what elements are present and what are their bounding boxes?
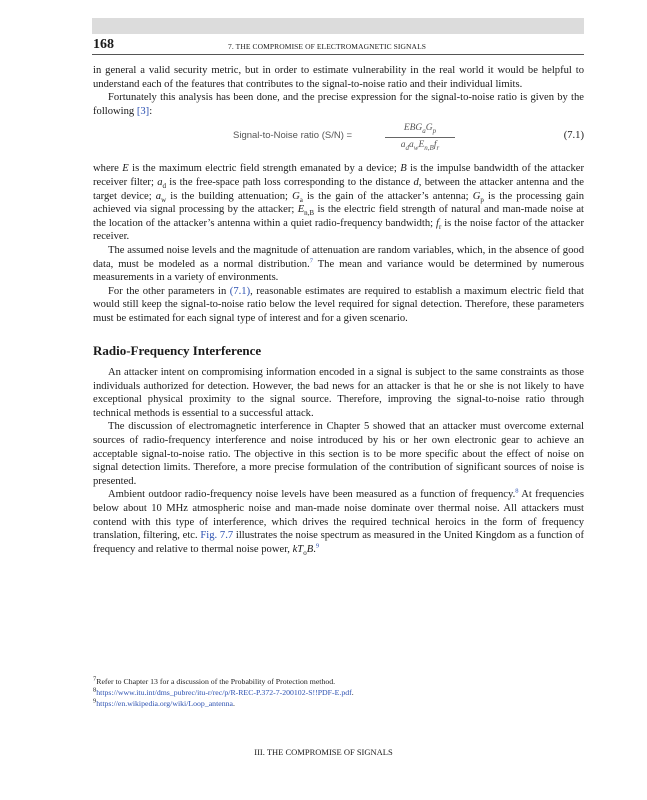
paragraph-3: where E is the maximum electric field strength emanated by a device; B is the impulse bandwidth of the attacker receiver filter; $a_d$ is the free-space path loss corresponding to the distance d, between the attacker antenna and the target device; $a_w$ is the building attenuation; $G_a$ is the gain of the attacker’s antenna; $G_p$ is the processing gain achieved via signal processing by the attacker; $E_{n,B}$ is the electric field strength of natural and man-made noise at the location of the attacker’s antenna within a quiet radio-frequency bandwidth; $f_r$ is the noise factor of the attacker receiver. <box>93 163 585 243</box>
footnote-link-wikipedia[interactable]: https://en.wikipedia.org/wiki/Loop_antenna <box>96 699 233 708</box>
top-bar <box>92 18 584 34</box>
citation-link-3[interactable]: [3] <box>136 105 150 117</box>
equation-denominator: $a_da_wE_{n,B}f_r$ <box>400 139 440 152</box>
header-rule <box>92 54 584 55</box>
paragraph-1: in general a valid security metric, but in order to estimate vulnerability in the real world it would be helpful to understand each of the features that contributes to the signal-to-noise ratio and their individual limits. <box>93 65 584 90</box>
section-heading: Radio-Frequency Interference <box>93 342 262 358</box>
footnote-ref-7[interactable]: 7 <box>309 257 313 264</box>
running-head: 7. THE COMPROMISE OF ELECTROMAGNETIC SIGNALS <box>228 42 427 51</box>
equation-7-1 <box>93 122 584 152</box>
paragraph-7: The discussion of electromagnetic interference in Chapter 5 showed that an attacker must overcome external sources of radio-frequency interference and noise introduced by his or her own electronic gear to achieve an acceptable signal-to-noise ratio. The objective in this section is to be more specific about the effect of noise on signal detection limits. Therefore, a more precise formulation of the contribution of significant sources of noise is presented. <box>93 421 584 487</box>
footnote-ref-8[interactable]: 8 <box>515 487 519 495</box>
page-footer: III. THE COMPROMISE OF SIGNALS <box>254 747 393 757</box>
footnotes <box>93 676 584 709</box>
footnote-8: $^8$https://www.itu.int/dms_pubrec/itu-r/rec/p/R-REC-P.372-7-200102-S!!PDF-E.pdf. <box>93 686 354 697</box>
footnote-9: $^9$https://en.wikipedia.org/wiki/Loop_antenna. <box>93 697 235 708</box>
body-text <box>93 64 584 556</box>
paragraph-5: For the other parameters in (7.1), reasonable estimates are required to establish a maximum electric field that would still keep the signal-to-noise ratio below the level required for signal detection. Therefore, these parameters must be estimated for each signal type of interest and for a given scenario. <box>93 285 584 324</box>
footnote-ref-9[interactable]: 9 <box>315 542 320 550</box>
equation-numerator: $EBG_aG_p$ <box>385 122 455 138</box>
equation-ref-link[interactable]: (7.1) <box>229 285 251 297</box>
equation-fraction <box>385 122 455 152</box>
paragraph-8: Ambient outdoor radio-frequency noise levels have been measured as a function of frequency.$^8$ At frequencies below about 10 MHz atmospheric noise and man-made noise dominate over thermal noise. All attackers must contend with this type of interference, which drives the required technical heroics in the form of frequency translation, filtering, etc. Fig. 7.7 illustrates the noise spectrum as measured in the United Kingdom as a function of frequency and relative to thermal noise power, $kT_oB.^9$ <box>93 487 585 557</box>
equation-lhs: Signal-to-Noise ratio (S/N) = <box>233 130 353 142</box>
equation-number: (7.1) <box>563 130 584 142</box>
figure-ref-link[interactable]: Fig. 7.7 <box>200 530 234 542</box>
footnote-link-itu[interactable]: https://www.itu.int/dms_pubrec/itu-r/rec/p/R-REC-P.372-7-200102-S!!PDF-E.pdf <box>96 688 352 697</box>
paragraph-2: Fortunately this analysis has been done, and the precise expression for the signal-to-noise ratio is given by the following [3]: <box>93 92 584 117</box>
footnote-7: $^7$Refer to Chapter 13 for a discussion of the Probability of Protection method. <box>93 675 336 686</box>
page-number: 168 <box>93 37 114 52</box>
paragraph-4: The assumed noise levels and the magnitude of attenuation are random variables, which, in the absence of good data, must be modeled as a normal distribution.$^7$ The mean and variance would be determined by numerous measurements in a variety of environments. <box>93 244 585 284</box>
paragraph-6: An attacker intent on compromising information encoded in a signal is subject to the same constraints as those individuals authorized for detection. However, the bad news for an attacker is that he or she is not likely to have exceptional physical proximity to the signal source. Therefore, improving the signal-to-noise ratio through technical methods is essential to a successful attack. <box>93 367 584 419</box>
